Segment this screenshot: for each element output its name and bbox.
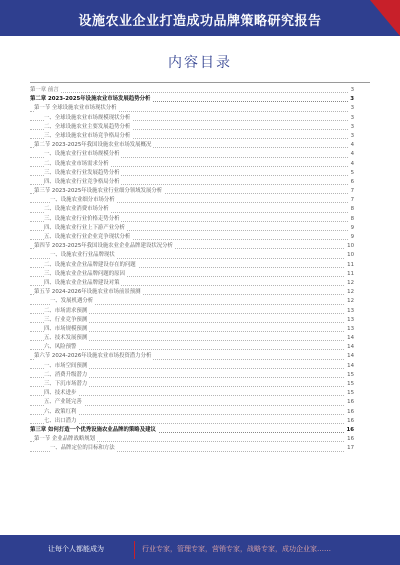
toc-entry[interactable]	[30, 334, 354, 343]
toc-entry-text: 四、设施农业行业上下游产业分析	[44, 224, 127, 233]
toc-entry-text: 二、设施农业企业品牌建设存在的问题	[44, 261, 138, 270]
toc-entry-text: 第一章 前言	[30, 86, 61, 95]
toc-entry[interactable]	[30, 352, 354, 361]
report-title: 设施农业企业打造成功品牌策略研究报告	[78, 14, 322, 29]
toc-entry-page: 16	[345, 417, 354, 426]
toc-entry[interactable]	[30, 114, 354, 123]
toc-entry-page: 7	[349, 196, 354, 205]
toc-entry-text: 第三章 如何打造一个优秀设施农业品牌的策略及建议	[30, 426, 158, 435]
toc-entry-page: 14	[345, 343, 354, 352]
toc-entry[interactable]	[30, 95, 354, 104]
toc-entry-text: 一、市场空间预测	[44, 362, 89, 371]
toc-entry-text: 五、技术发展预测	[44, 334, 89, 343]
toc-entry[interactable]	[30, 242, 354, 251]
toc-entry[interactable]	[30, 196, 354, 205]
toc-entry-page: 11	[345, 270, 354, 279]
toc-entry[interactable]	[30, 86, 354, 95]
toc-entry[interactable]	[30, 408, 354, 417]
toc-entry-text: 五、设施农业行业企业竞争现状分析	[44, 233, 132, 242]
dot-leader	[30, 92, 348, 93]
toc-entry-page: 4	[349, 150, 354, 159]
toc-entry-page: 8	[349, 215, 354, 224]
toc-entry-page: 13	[345, 325, 354, 334]
toc-entry-text: 第一节 全球设施农业市场现状分析	[34, 104, 119, 113]
toc-entry-page: 10	[345, 251, 354, 260]
toc-entry-text: 二、市场需求预测	[44, 307, 89, 316]
toc-entry-text: 一、设施农业行业品牌现状	[50, 251, 117, 260]
toc-entry-text: 三、行业竞争预测	[44, 316, 89, 325]
toc-entry-page: 8	[349, 205, 354, 214]
toc-entry-page: 5	[349, 169, 354, 178]
toc-entry[interactable]	[30, 316, 354, 325]
toc-entry[interactable]	[30, 215, 354, 224]
page-header	[0, 0, 400, 36]
toc-entry[interactable]	[30, 187, 354, 196]
toc-divider	[30, 82, 370, 83]
toc-entry-page: 9	[349, 224, 354, 233]
toc-entry-text: 二、全球设施农业主要发展趋势分析	[44, 123, 132, 132]
toc-entry-text: 二、设施农业市场需求分析	[44, 160, 111, 169]
toc-entry-text: 二、设施农业消费市场分析	[44, 205, 111, 214]
toc-entry-text: 五、产业链完善	[44, 398, 84, 407]
toc-entry[interactable]	[30, 297, 354, 306]
toc-entry-page: 15	[345, 389, 354, 398]
toc-entry[interactable]	[30, 178, 354, 187]
toc-entry-page: 16	[345, 408, 354, 417]
toc-entry-page: 13	[345, 307, 354, 316]
toc-entry[interactable]	[30, 205, 354, 214]
toc-entry-text: 三、全球设施农业市场竞争格局分析	[44, 132, 132, 141]
toc-entry-page: 3	[349, 114, 354, 123]
toc-entry-page: 12	[345, 288, 354, 297]
toc-entry-page: 16	[345, 435, 354, 444]
toc-entry[interactable]	[30, 270, 354, 279]
toc-entry-text: 一、设施农业行业市场规模分析	[44, 150, 121, 159]
toc-entry[interactable]	[30, 123, 354, 132]
footer-slogan: 让每个人都能成为	[48, 545, 104, 553]
toc-entry-text: 第一节 企业品牌战略规划	[34, 435, 97, 444]
toc-entry-text: 四、市场规模预测	[44, 325, 89, 334]
toc-entry-page: 4	[349, 141, 354, 150]
toc-entry-page: 15	[345, 380, 354, 389]
toc-entry-page: 12	[345, 279, 354, 288]
toc-entry-text: 三、设施农业行业发展趋势分析	[44, 169, 121, 178]
toc-entry[interactable]	[30, 343, 354, 352]
toc-entry-text: 一、品牌定位的目标和方法	[50, 444, 117, 453]
toc-entry-page: 13	[345, 316, 354, 325]
toc-entry-page: 16	[345, 398, 354, 407]
toc-entry[interactable]	[30, 288, 354, 297]
toc-entry[interactable]	[30, 371, 354, 380]
toc-entry[interactable]	[30, 169, 354, 178]
toc-entry-text: 三、设施农业企业品牌问题的原因	[44, 270, 127, 279]
toc-entry-text: 三、设施农业行业价格走势分析	[44, 215, 121, 224]
toc-entry-text: 二、消费升级潜力	[44, 371, 89, 380]
toc-entry-text: 一、全球设施农业市场规模现状分析	[44, 114, 132, 123]
toc-entry[interactable]	[30, 233, 354, 242]
toc-entry-page: 7	[349, 187, 354, 196]
footer-divider	[134, 541, 135, 559]
toc-entry-page: 15	[345, 371, 354, 380]
toc-entry[interactable]	[30, 435, 354, 444]
toc-entry-page: 3	[349, 104, 354, 113]
toc-entry[interactable]	[30, 417, 354, 426]
toc-entry-text: 四、技术进步	[44, 389, 78, 398]
toc-entry[interactable]	[30, 251, 354, 260]
toc-entry[interactable]	[30, 398, 354, 407]
toc-entry-text: 第六节 2024-2026年设施农业市场投资潜力分析	[34, 352, 153, 361]
toc-entry-page: 12	[345, 297, 354, 306]
toc-entry-text: 一、发展机遇分析	[50, 297, 95, 306]
toc-entry-page: 9	[349, 233, 354, 242]
toc-entry-page: 14	[345, 334, 354, 343]
toc-entry-page: 11	[345, 261, 354, 270]
toc-entry[interactable]	[30, 279, 354, 288]
toc-entry[interactable]	[30, 104, 354, 113]
toc-entry-text: 六、风险预警	[44, 343, 78, 352]
toc-entry-text: 第二章 2023-2025年设施农业市场发展趋势分析	[30, 95, 152, 104]
toc-entry[interactable]	[30, 380, 354, 389]
toc-entry-page: 4	[349, 160, 354, 169]
toc-entry-text: 第五节 2024-2026年设施农业市场前景预测	[34, 288, 143, 297]
toc-entry-page: 16	[344, 426, 354, 435]
toc-entry-text: 三、下沉市场潜力	[44, 380, 89, 389]
toc-entry[interactable]	[30, 389, 354, 398]
toc-entry-text: 四、设施农业企业品牌建设对策	[44, 279, 121, 288]
toc-heading: 内容目录	[168, 55, 232, 71]
toc-entry-text: 第二节 2023-2025年我国设施农业市场发展概况	[34, 141, 153, 150]
toc-entry-page: 14	[345, 352, 354, 361]
toc-entry-text: 四、设施农业行业竞争格局分析	[44, 178, 121, 187]
toc-entry-page: 3	[349, 86, 354, 95]
toc-entry[interactable]	[30, 307, 354, 316]
toc-entry-text: 六、政策红利	[44, 408, 78, 417]
footer-tagline: 行业专家，管理专家，营销专家，战略专家，成功企业家……	[142, 545, 331, 553]
toc-entry-page: 10	[345, 242, 354, 251]
toc-entry[interactable]	[30, 362, 354, 371]
toc-entry-text: 第三节 2023-2025年设施农业行业细分领域发展分析	[34, 187, 164, 196]
toc-entry-text: 一、设施农业细分市场分析	[50, 196, 117, 205]
toc-entry-text: 七、出口潜力	[44, 417, 78, 426]
toc-entry-page: 3	[349, 132, 354, 141]
toc-entry[interactable]	[30, 426, 354, 435]
toc-entry[interactable]	[30, 150, 354, 159]
toc-entry-page: 14	[345, 362, 354, 371]
toc-entry-page: 3	[348, 95, 354, 104]
toc-entry[interactable]	[30, 261, 354, 270]
table-of-contents	[30, 86, 354, 454]
toc-entry[interactable]	[30, 224, 354, 233]
toc-entry[interactable]	[30, 141, 354, 150]
toc-entry-text: 第四节 2023-2025年我国设施农业企业品牌建设状况分析	[34, 242, 175, 251]
page-footer	[0, 535, 400, 565]
toc-entry[interactable]	[30, 325, 354, 334]
toc-entry[interactable]	[30, 160, 354, 169]
toc-entry-page: 6	[349, 178, 354, 187]
toc-entry[interactable]	[30, 444, 354, 453]
toc-entry[interactable]	[30, 132, 354, 141]
toc-entry-page: 17	[345, 444, 354, 453]
toc-entry-page: 3	[349, 123, 354, 132]
